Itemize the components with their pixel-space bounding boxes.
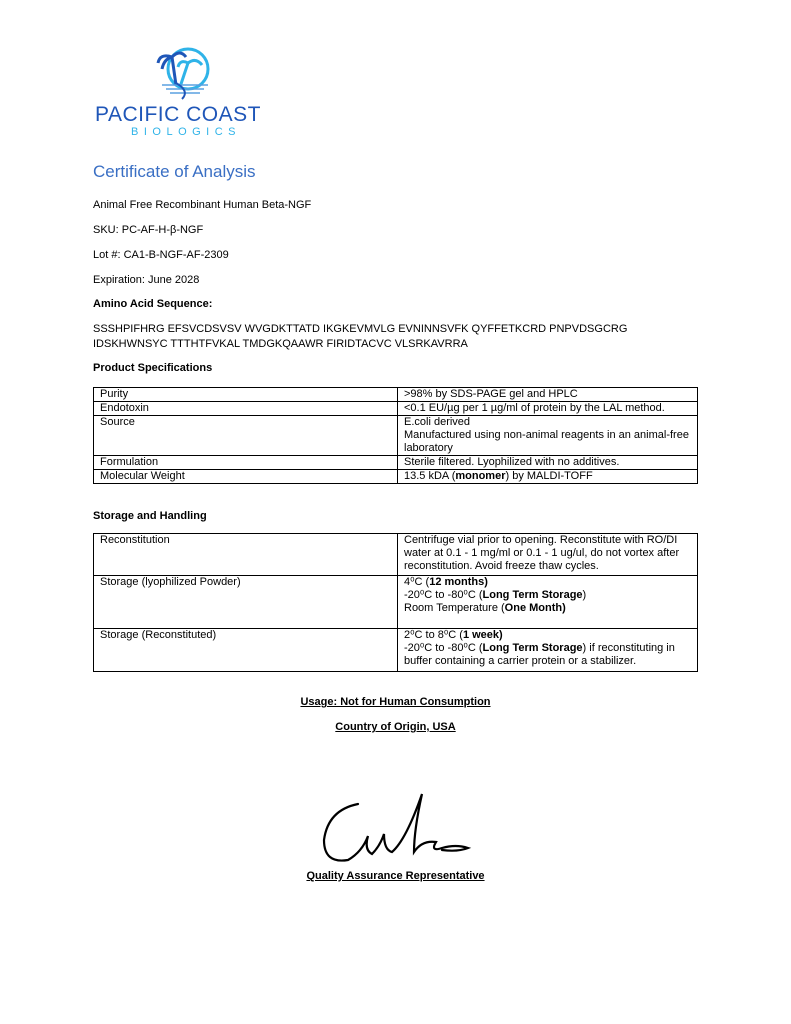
country-of-origin: Country of Origin, USA (335, 721, 456, 733)
table-row (94, 402, 698, 416)
spec-value (398, 416, 698, 456)
text: 13.5 kDA ( (404, 470, 456, 482)
text-bold: One Month) (504, 602, 566, 614)
text: ) (582, 589, 587, 601)
storage-value (398, 576, 698, 629)
table-row (94, 629, 698, 672)
text-bold: 1 week) (462, 629, 503, 641)
aa-heading: Amino Acid Sequence: (93, 298, 213, 310)
storage-key: Storage (lyophilized Powder) (94, 576, 398, 629)
table-row (94, 576, 698, 629)
aa-sequence-line-1: SSSHPIFHRG EFSVCDSVSV WVGDKTTATD IKGKEVMVLG EVNINNSVFK QYFFETKCRD PNPVDSGCRG (93, 323, 628, 335)
spec-value: >98% by SDS-PAGE gel and HPLC (398, 388, 698, 402)
table-row (94, 456, 698, 470)
signature-icon (318, 790, 478, 870)
storage-table (93, 533, 698, 672)
text: Room Temperature ( (404, 602, 505, 614)
brand-subtitle: BIOLOGICS (131, 126, 242, 138)
storage-key: Reconstitution (94, 534, 398, 576)
storage-value: Centrifuge vial prior to opening. Reconstitute with RO/DI water at 0.1 - 1 mg/ml or 0.1 - 1 ug/ul, do not vortex after reconstitution. Avoid freeze thaw cycles. (398, 534, 698, 576)
spec-value: <0.1 EU/µg per 1 µg/ml of protein by the LAL method. (398, 402, 698, 416)
text: 2⁰C to 8⁰C ( (404, 629, 463, 641)
specifications-table (93, 387, 698, 484)
storage-key: Storage (Reconstituted) (94, 629, 398, 672)
palm-dna-logo-icon (150, 45, 220, 103)
spec-key: Purity (94, 388, 398, 402)
spec-key: Molecular Weight (94, 470, 398, 484)
brand-name: PACIFIC COAST (95, 103, 261, 126)
spec-value-line: Manufactured using non-animal reagents in an animal-free laboratory (404, 429, 689, 454)
product-name: Animal Free Recombinant Human Beta-NGF (93, 199, 312, 211)
spec-key: Formulation (94, 456, 398, 470)
text: 4⁰C ( (404, 576, 430, 588)
sku: SKU: PC-AF-H-β-NGF (93, 224, 204, 236)
usage-note: Usage: Not for Human Consumption (300, 696, 491, 708)
spec-key: Source (94, 416, 398, 456)
text: ) if reconstituting in buffer containing a carrier protein or a stabilizer. (404, 642, 675, 667)
spec-value: Sterile filtered. Lyophilized with no additives. (398, 456, 698, 470)
lot-number: Lot #: CA1-B-NGF-AF-2309 (93, 249, 229, 261)
spec-value (398, 470, 698, 484)
text-bold: 12 months) (429, 576, 488, 588)
table-row (94, 416, 698, 456)
text: ) by MALDI-TOFF (505, 470, 593, 482)
text-bold: monomer (455, 470, 506, 482)
storage-value (398, 629, 698, 672)
spec-key: Endotoxin (94, 402, 398, 416)
storage-heading: Storage and Handling (93, 510, 207, 522)
signature-label: Quality Assurance Representative (306, 870, 485, 882)
text-bold: Long Term Storage (482, 642, 583, 654)
text: -20⁰C to -80⁰C ( (404, 642, 483, 654)
table-row (94, 388, 698, 402)
expiration: Expiration: June 2028 (93, 274, 200, 286)
spec-heading: Product Specifications (93, 362, 213, 374)
spec-value-line: E.coli derived (404, 416, 471, 428)
table-row (94, 470, 698, 484)
aa-sequence-line-2: IDSKHWNSYC TTTHTFVKAL TMDGKQAAWR FIRIDTACVC VLSRKAVRRA (93, 338, 468, 350)
text-bold: Long Term Storage (482, 589, 583, 601)
page-title: Certificate of Analysis (93, 162, 256, 181)
table-row (94, 534, 698, 576)
text: -20⁰C to -80⁰C ( (404, 589, 483, 601)
